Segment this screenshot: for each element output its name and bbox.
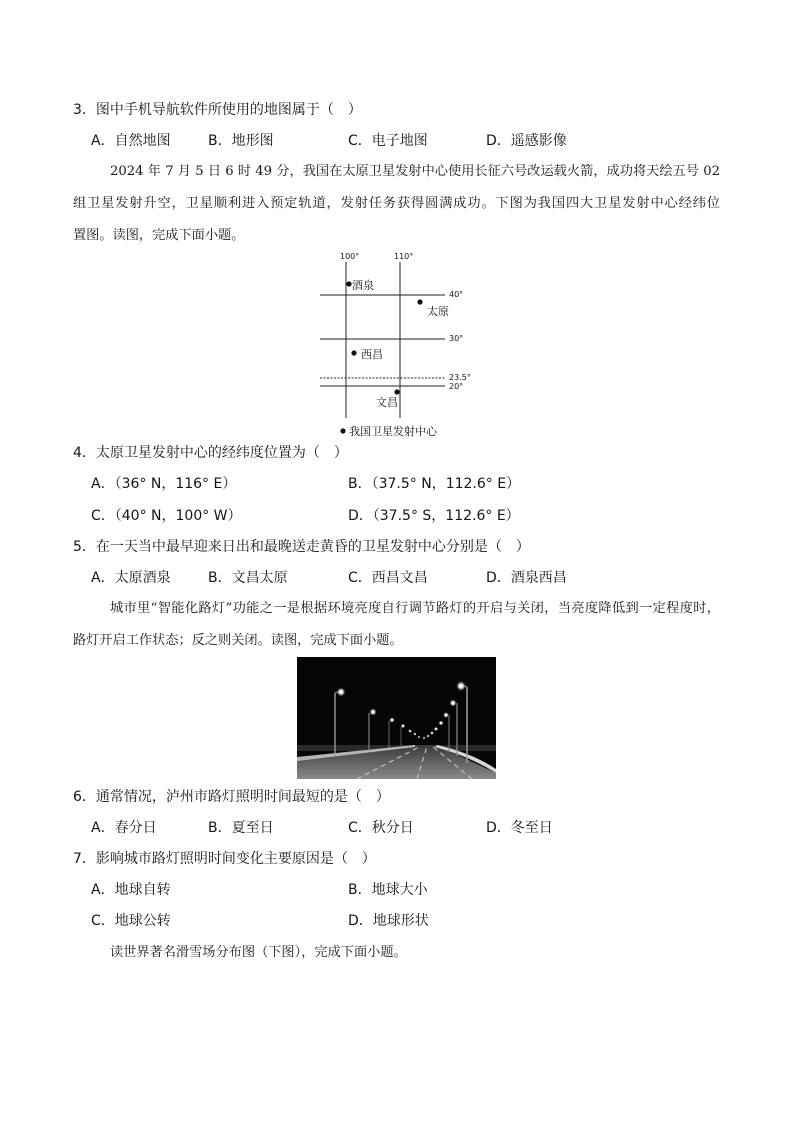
lon-label-100: 100° (340, 252, 360, 261)
site-label-xichang: 西昌 (361, 348, 383, 361)
q5-option-b: B．文昌太原 (208, 570, 288, 586)
passage3-line-1: 读世界著名滑雪场分布图（下图），完成下面小题。 (110, 945, 407, 960)
site-dot-xichang (351, 350, 356, 355)
q3-option-a: A．自然地图 (91, 133, 171, 149)
lat-label-40: 40° (449, 290, 464, 299)
q7-stem: 7．影响城市路灯照明时间变化主要原因是（ ） (73, 851, 376, 867)
q4-stem: 4．太原卫星发射中心的经纬度位置为（ ） (73, 445, 348, 461)
site-dot-jiuquan (346, 281, 351, 286)
q4-option-a: A．（36° N，116° E） (91, 476, 237, 492)
lat-label-20: 20° (449, 382, 464, 391)
site-label-taiyuan: 太原 (427, 305, 449, 318)
passage1-line-1: 2024 年 7 月 5 日 6 时 49 分，我国在太原卫星发射中心使用长征六号改运载火箭，成功将天绘五号 02 (110, 164, 720, 179)
q3-option-b: B．地形图 (208, 133, 274, 149)
q4-option-b: B．（37.5° N，112.6° E） (348, 476, 521, 492)
q5-option-a: A．太原酒泉 (91, 570, 171, 586)
q6-option-b: B．夏至日 (208, 820, 274, 836)
legend-dot (340, 428, 345, 433)
street-light-photo (297, 657, 496, 779)
q7-option-d: D．地球形状 (348, 913, 429, 929)
launch-center-latlon-diagram (310, 248, 480, 443)
lat-label-23-5: 23.5° (449, 373, 471, 382)
q4-option-d: D．（37.5° S，112.6° E） (348, 508, 520, 524)
lat-label-30: 30° (449, 334, 464, 343)
q3-option-d: D．遥感影像 (486, 133, 567, 149)
q5-stem: 5．在一天当中最早迎来日出和最晚送走黄昏的卫星发射中心分别是（ ） (73, 539, 530, 555)
q3-stem: 3．图中手机导航软件所使用的地图属于（ ） (73, 102, 362, 118)
q6-stem: 6．通常情况，泸州市路灯照明时间最短的是（ ） (73, 789, 390, 805)
passage1-line-3: 置图。读图，完成下面小题。 (73, 228, 245, 243)
passage2-line-2: 路灯开启工作状态；反之则关闭。读图，完成下面小题。 (73, 633, 403, 648)
q4-option-c: C．（40° N，100° W） (91, 508, 242, 524)
site-dot-taiyuan (417, 299, 422, 304)
site-dot-wenchang (394, 389, 399, 394)
site-label-jiuquan: 酒泉 (352, 279, 374, 292)
site-label-wenchang: 文昌 (376, 396, 398, 409)
q5-option-c: C．西昌文昌 (348, 570, 428, 586)
passage1-line-2: 组卫星发射升空，卫星顺利进入预定轨道，发射任务获得圆满成功。下图为我国四大卫星发射中心经纬位 (73, 196, 720, 211)
q6-option-a: A．春分日 (91, 820, 157, 836)
lon-label-110: 110° (394, 252, 414, 261)
q6-option-c: C．秋分日 (348, 820, 414, 836)
q7-option-c: C．地球公转 (91, 913, 171, 929)
passage2-line-1: 城市里“智能化路灯”功能之一是根据环境亮度自行调节路灯的开启与关闭，当亮度降低到一定程度时， (110, 601, 720, 616)
q5-option-d: D．酒泉西昌 (486, 570, 567, 586)
q6-option-d: D．冬至日 (486, 820, 553, 836)
q7-option-b: B．地球大小 (348, 882, 428, 898)
q3-option-c: C．电子地图 (348, 133, 428, 149)
legend-label: 我国卫星发射中心 (349, 425, 437, 438)
q7-option-a: A．地球自转 (91, 882, 171, 898)
